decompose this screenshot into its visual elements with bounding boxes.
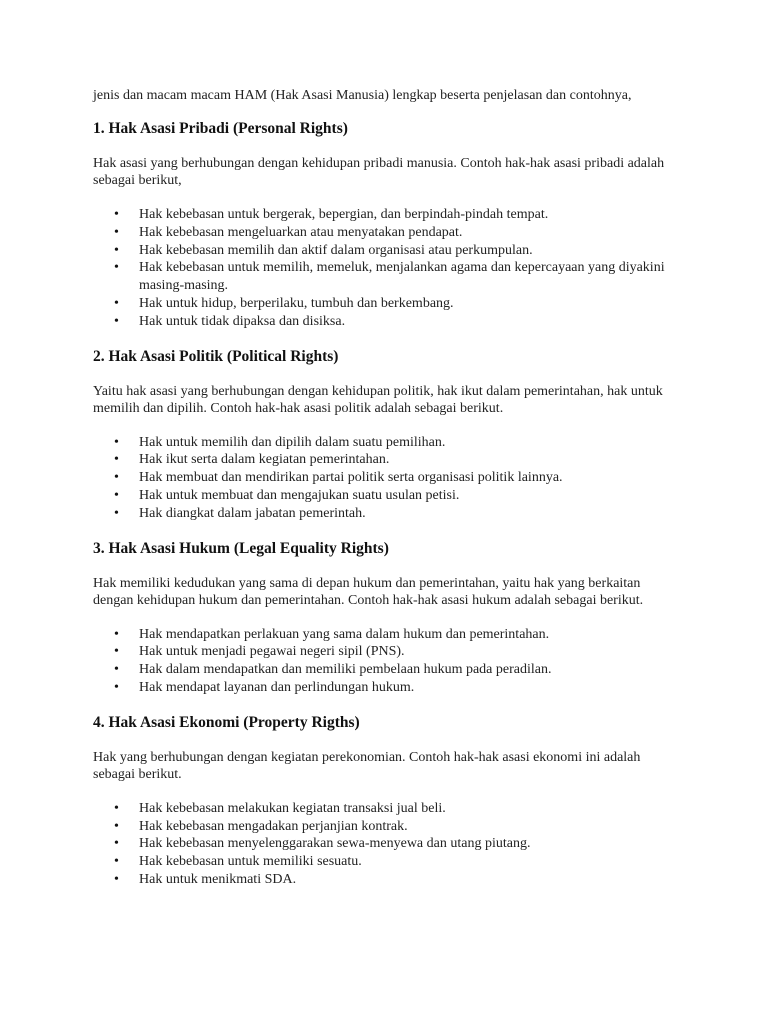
section-description: Yaitu hak asasi yang berhubungan dengan kehidupan politik, hak ikut dalam pemerintahan, hak untuk memilih dan dipilih. Contoh hak-hak asasi politik adalah sebagai berikut. [93,383,663,416]
bullet-list [93,206,688,331]
section-legal-equality-rights [93,539,688,697]
list-item: • Hak kebebasan mengeluarkan atau menyatakan pendapat. [93,224,679,242]
section-political-rights [93,347,688,523]
list-item: • Hak untuk membuat dan mengajukan suatu usulan petisi. [93,487,679,505]
bullet-list [93,434,688,523]
bullet-list [93,626,688,697]
bullet-list [93,800,688,889]
section-property-rights [93,713,688,889]
list-item: • Hak mendapat layanan dan perlindungan hukum. [93,679,679,697]
list-item: • Hak untuk tidak dipaksa dan disiksa. [93,313,679,331]
list-item: • Hak diangkat dalam jabatan pemerintah. [93,505,679,523]
section-description: Hak yang berhubungan dengan kegiatan perekonomian. Contoh hak-hak asasi ekonomi ini adalah sebagai berikut. [93,749,641,782]
list-item: • Hak mendapatkan perlakuan yang sama dalam hukum dan pemerintahan. [93,626,679,644]
section-description: Hak memiliki kedudukan yang sama di depan hukum dan pemerintahan, yaitu hak yang berkaitan dengan kehidupan hukum dan pemerintahan. Contoh hak-hak asasi hukum adalah sebagai berikut. [93,575,644,608]
intro-paragraph: jenis dan macam macam HAM (Hak Asasi Manusia) lengkap beserta penjelasan dan contohnya, [93,88,632,103]
list-item: • Hak membuat dan mendirikan partai politik serta organisasi politik lainnya. [93,469,679,487]
list-item: • Hak untuk hidup, berperilaku, tumbuh dan berkembang. [93,295,679,313]
list-item: • Hak untuk menjadi pegawai negeri sipil (PNS). [93,643,679,661]
list-item: • Hak untuk menikmati SDA. [93,871,679,889]
list-item: • Hak kebebasan memilih dan aktif dalam organisasi atau perkumpulan. [93,242,679,260]
section-title: 1. Hak Asasi Pribadi (Personal Rights) [93,120,348,137]
list-item: • Hak kebebasan menyelenggarakan sewa-menyewa dan utang piutang. [93,835,679,853]
list-item: • Hak kebebasan mengadakan perjanjian kontrak. [93,818,679,836]
list-item: • Hak untuk memilih dan dipilih dalam suatu pemilihan. [93,434,679,452]
section-description: Hak asasi yang berhubungan dengan kehidupan pribadi manusia. Contoh hak-hak asasi pribadi adalah sebagai berikut, [93,156,665,188]
section-title: 4. Hak Asasi Ekonomi (Property Rigths) [93,713,360,731]
list-item: • Hak kebebasan melakukan kegiatan transaksi jual beli. [93,800,679,818]
section-title: 3. Hak Asasi Hukum (Legal Equality Rights) [93,539,389,557]
list-item: • Hak kebebasan untuk memilih, memeluk, menjalankan agama dan kepercayaan yang diyakini masing-masing. [93,259,679,295]
section-personal-rights [93,119,688,331]
section-title: 2. Hak Asasi Politik (Political Rights) [93,347,339,365]
list-item: • Hak kebebasan untuk memiliki sesuatu. [93,853,679,871]
list-item: • Hak kebebasan untuk bergerak, bepergian, dan berpindah-pindah tempat. [93,206,679,224]
list-item: • Hak ikut serta dalam kegiatan pemerintahan. [93,451,679,469]
list-item: • Hak dalam mendapatkan dan memiliki pembelaan hukum pada peradilan. [93,661,679,679]
